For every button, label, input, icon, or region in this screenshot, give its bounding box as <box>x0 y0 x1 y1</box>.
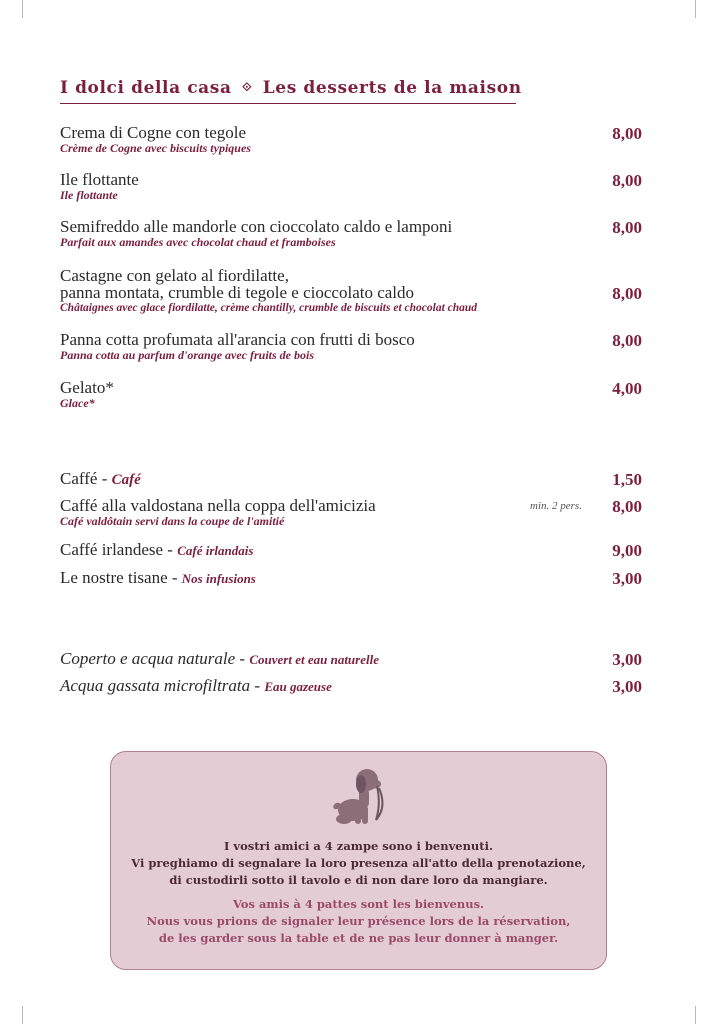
item-name: Gelato* <box>60 378 114 397</box>
page-title <box>60 78 522 98</box>
pets-notice <box>110 751 607 970</box>
pets-notice-italian <box>111 838 606 889</box>
item-price: 3,00 <box>612 650 642 669</box>
crop-mark <box>22 1006 23 1024</box>
menu-item <box>60 569 642 587</box>
item-price: 8,00 <box>612 171 642 190</box>
pets-notice-french <box>111 896 606 947</box>
item-price: 8,00 <box>612 331 642 350</box>
item-name <box>60 650 642 668</box>
menu-item <box>60 497 642 528</box>
item-name <box>60 569 642 587</box>
item-name-italian: Caffé - <box>60 469 112 488</box>
item-price: 8,00 <box>612 218 642 237</box>
notice-line: di custodirli sotto il tavolo e di non dare loro da mangiare. <box>169 873 548 887</box>
item-translation: Ile flottante <box>60 188 118 202</box>
menu-item <box>60 470 642 489</box>
item-name <box>60 470 642 489</box>
item-translation: Panna cotta au parfum d'orange avec fruits de bois <box>60 348 315 362</box>
item-price: 3,00 <box>612 569 642 588</box>
menu-item <box>60 331 642 362</box>
item-name-italian: Acqua gassata microfiltrata - <box>60 676 265 695</box>
item-name: Caffé alla valdostana nella coppa dell'amicizia <box>60 496 376 515</box>
title-french: Les desserts de la maison <box>262 78 522 98</box>
item-name: Crema di Cogne con tegole <box>60 123 247 142</box>
item-translation: Nos infusions <box>181 571 256 586</box>
item-translation: Eau gazeuse <box>264 679 332 694</box>
menu-item <box>60 171 642 202</box>
crop-mark <box>22 0 23 18</box>
item-name: Ile flottante <box>60 170 139 189</box>
menu-item <box>60 541 642 559</box>
crop-mark <box>695 0 696 18</box>
crop-mark <box>695 1006 696 1024</box>
item-translation: Café irlandais <box>177 543 254 558</box>
item-name <box>60 677 642 695</box>
title-underline <box>60 103 516 104</box>
item-price: 3,00 <box>612 677 642 696</box>
notice-line: Nous vous prions de signaler leur présence lors de la réservation, <box>146 914 571 928</box>
item-name-line-1: Castagne con gelato al fiordilatte, <box>60 266 289 285</box>
item-price: 8,00 <box>612 124 642 143</box>
item-price: 4,00 <box>612 379 642 398</box>
menu-item <box>60 218 642 249</box>
notice-line: de les garder sous la table et de ne pas leur donner à manger. <box>158 931 559 945</box>
item-translation: Crème de Cogne avec biscuits typiques <box>60 141 251 155</box>
title-italian: I dolci della casa <box>60 78 232 98</box>
item-price: 1,50 <box>612 470 642 489</box>
notice-line: Vos amis à 4 pattes sont les bienvenus. <box>232 897 485 911</box>
menu-item <box>60 379 642 410</box>
notice-line: Vi preghiamo di segnalare la loro presenza all'atto della prenotazione, <box>131 856 586 870</box>
item-name-line-2: panna montata, crumble di tegole e cioccolato caldo <box>60 283 415 302</box>
item-price: 8,00 <box>612 284 642 303</box>
notice-line: I vostri amici a 4 zampe sono i benvenuti. <box>224 839 493 853</box>
item-translation: Café valdôtain servi dans la coupe de l'amitié <box>60 514 285 528</box>
item-name-italian: Coperto e acqua naturale - <box>60 649 250 668</box>
item-name-italian: Caffé irlandese - <box>60 540 178 559</box>
diamond-separator-icon: ⟐ <box>242 80 253 94</box>
item-note: min. 2 pers. <box>530 500 582 512</box>
menu-item <box>60 124 642 155</box>
item-name-italian: Le nostre tisane - <box>60 568 182 587</box>
item-name: Panna cotta profumata all'arancia con frutti di bosco <box>60 330 415 349</box>
menu-item <box>60 267 642 315</box>
item-name <box>60 541 642 559</box>
dog-with-leash-icon <box>327 762 391 830</box>
menu-item <box>60 650 642 668</box>
item-translation: Glace* <box>60 396 95 410</box>
item-price: 8,00 <box>612 497 642 516</box>
item-name: Semifreddo alle mandorle con cioccolato caldo e lamponi <box>60 217 453 236</box>
item-price: 9,00 <box>612 541 642 560</box>
item-translation: Châtaignes avec glace fiordilatte, crème chantilly, crumble de biscuits et chocolat chaud <box>60 302 478 314</box>
item-translation: Couvert et eau naturelle <box>249 652 379 667</box>
menu-item <box>60 677 642 695</box>
item-translation: Parfait aux amandes avec chocolat chaud et framboises <box>60 235 336 249</box>
item-translation: Café <box>111 472 141 488</box>
